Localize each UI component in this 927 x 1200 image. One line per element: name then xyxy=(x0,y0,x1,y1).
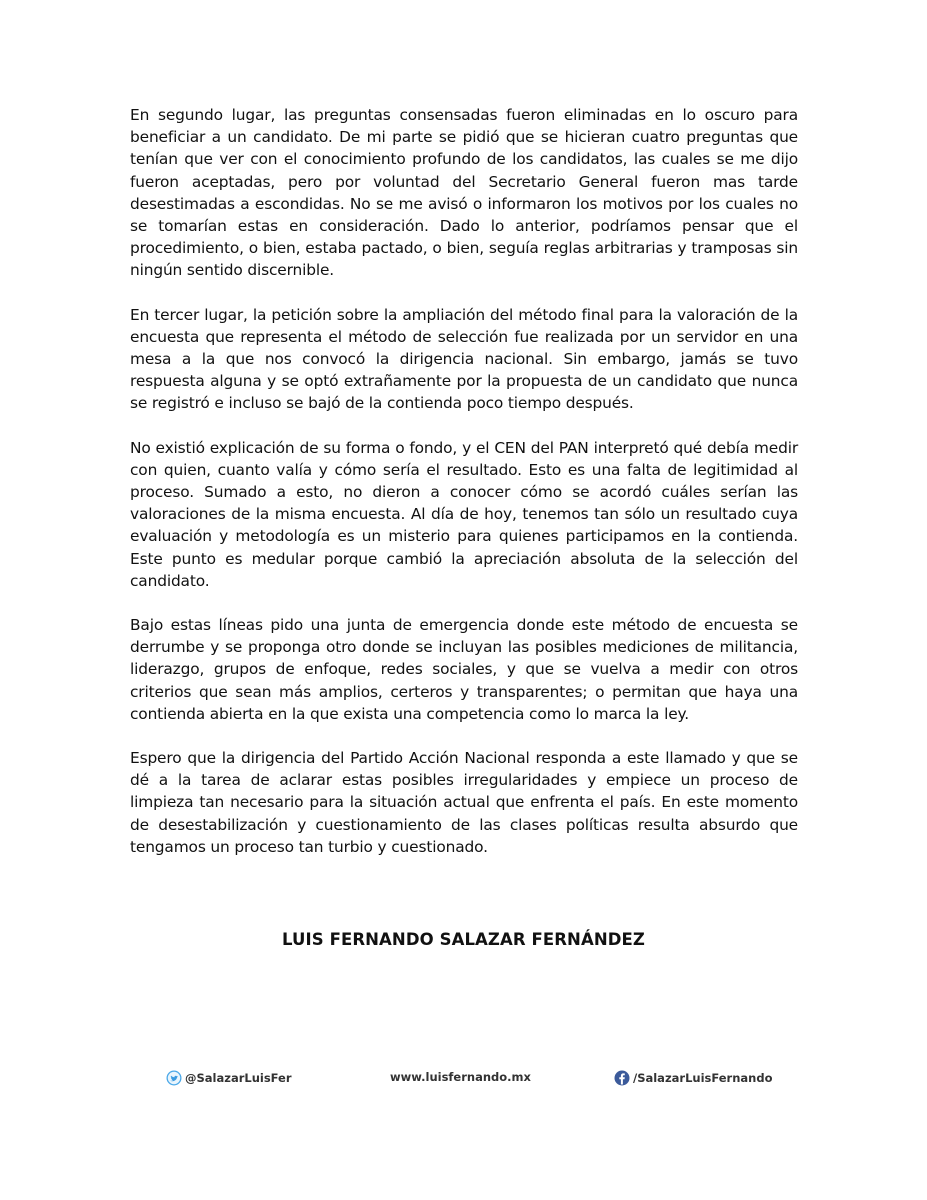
footer-twitter[interactable] xyxy=(166,1070,292,1086)
facebook-handle: /SalazarLuisFernando xyxy=(633,1071,773,1085)
facebook-icon xyxy=(614,1070,630,1086)
twitter-handle: @SalazarLuisFer xyxy=(185,1071,292,1085)
paragraph-1: En segundo lugar, las preguntas consensadas fueron eliminadas en lo oscuro para beneficiar a un candidato. De mi parte se pidió que se hicieran cuatro preguntas que tenían que ver con el conocimiento profundo de los candidatos, las cuales se me dijo fueron aceptadas, pero por voluntad del Secretario General fueron mas tarde desestimadas a escondidas. No se me avisó o informaron los motivos por los cuales no se tomarían estas en consideración. Dado lo anterior, podríamos pensar que el procedimiento, o bien, estaba pactado, o bien, seguía reglas arbitrarias y tramposas sin ningún sentido discernible. xyxy=(130,106,798,280)
footer-facebook[interactable] xyxy=(614,1070,773,1086)
paragraph-3: No existió explicación de su forma o fondo, y el CEN del PAN interpretó qué debía medir con quien, cuanto valía y cómo sería el resultado. Esto es una falta de legitimidad al proceso. Sumado a esto, no dieron a conocer cómo se acordó cuáles serían las valoraciones de la misma encuesta. Al día de hoy, tenemos tan sólo un resultado cuya evaluación y metodología es un misterio para quienes participamos en la contienda. Este punto es medular porque cambió la apreciación absoluta de la selección del candidato. xyxy=(130,438,798,590)
website-url: www.luisfernando.mx xyxy=(390,1070,531,1084)
twitter-icon xyxy=(166,1070,182,1086)
signature-name: LUIS FERNANDO SALAZAR FERNÁNDEZ xyxy=(282,930,645,949)
footer xyxy=(0,1070,927,1094)
paragraph-4: Bajo estas líneas pido una junta de emergencia donde este método de encuesta se derrumbe y se proponga otro donde se incluyan las posibles mediciones de militancia, liderazgo, grupos de enfoque, redes sociales, y que se vuelva a medir con otros criterios que sean más amplios, certeros y transparentes; o permitan que haya una contienda abierta en la que exista una competencia como lo marca la ley. xyxy=(130,616,798,723)
paragraph-5: Espero que la dirigencia del Partido Acción Nacional responda a este llamado y que se dé a la tarea de aclarar estas posibles irregularidades y empiece un proceso de limpieza tan necesario para la situación actual que enfrenta el país. En este momento de desestabilización y cuestionamiento de las clases políticas resulta absurdo que tengamos un proceso tan turbio y cuestionado. xyxy=(130,749,798,856)
document-body xyxy=(130,104,798,880)
footer-website[interactable] xyxy=(390,1070,531,1084)
paragraph-2: En tercer lugar, la petición sobre la ampliación del método final para la valoración de la encuesta que representa el método de selección fue realizada por un servidor en una mesa a la que nos convocó la dirigencia nacional. Sin embargo, jamás se tuvo respuesta alguna y se optó extrañamente por la propuesta de un candidato que nunca se registró e incluso se bajó de la contienda poco tiempo después. xyxy=(130,305,798,413)
